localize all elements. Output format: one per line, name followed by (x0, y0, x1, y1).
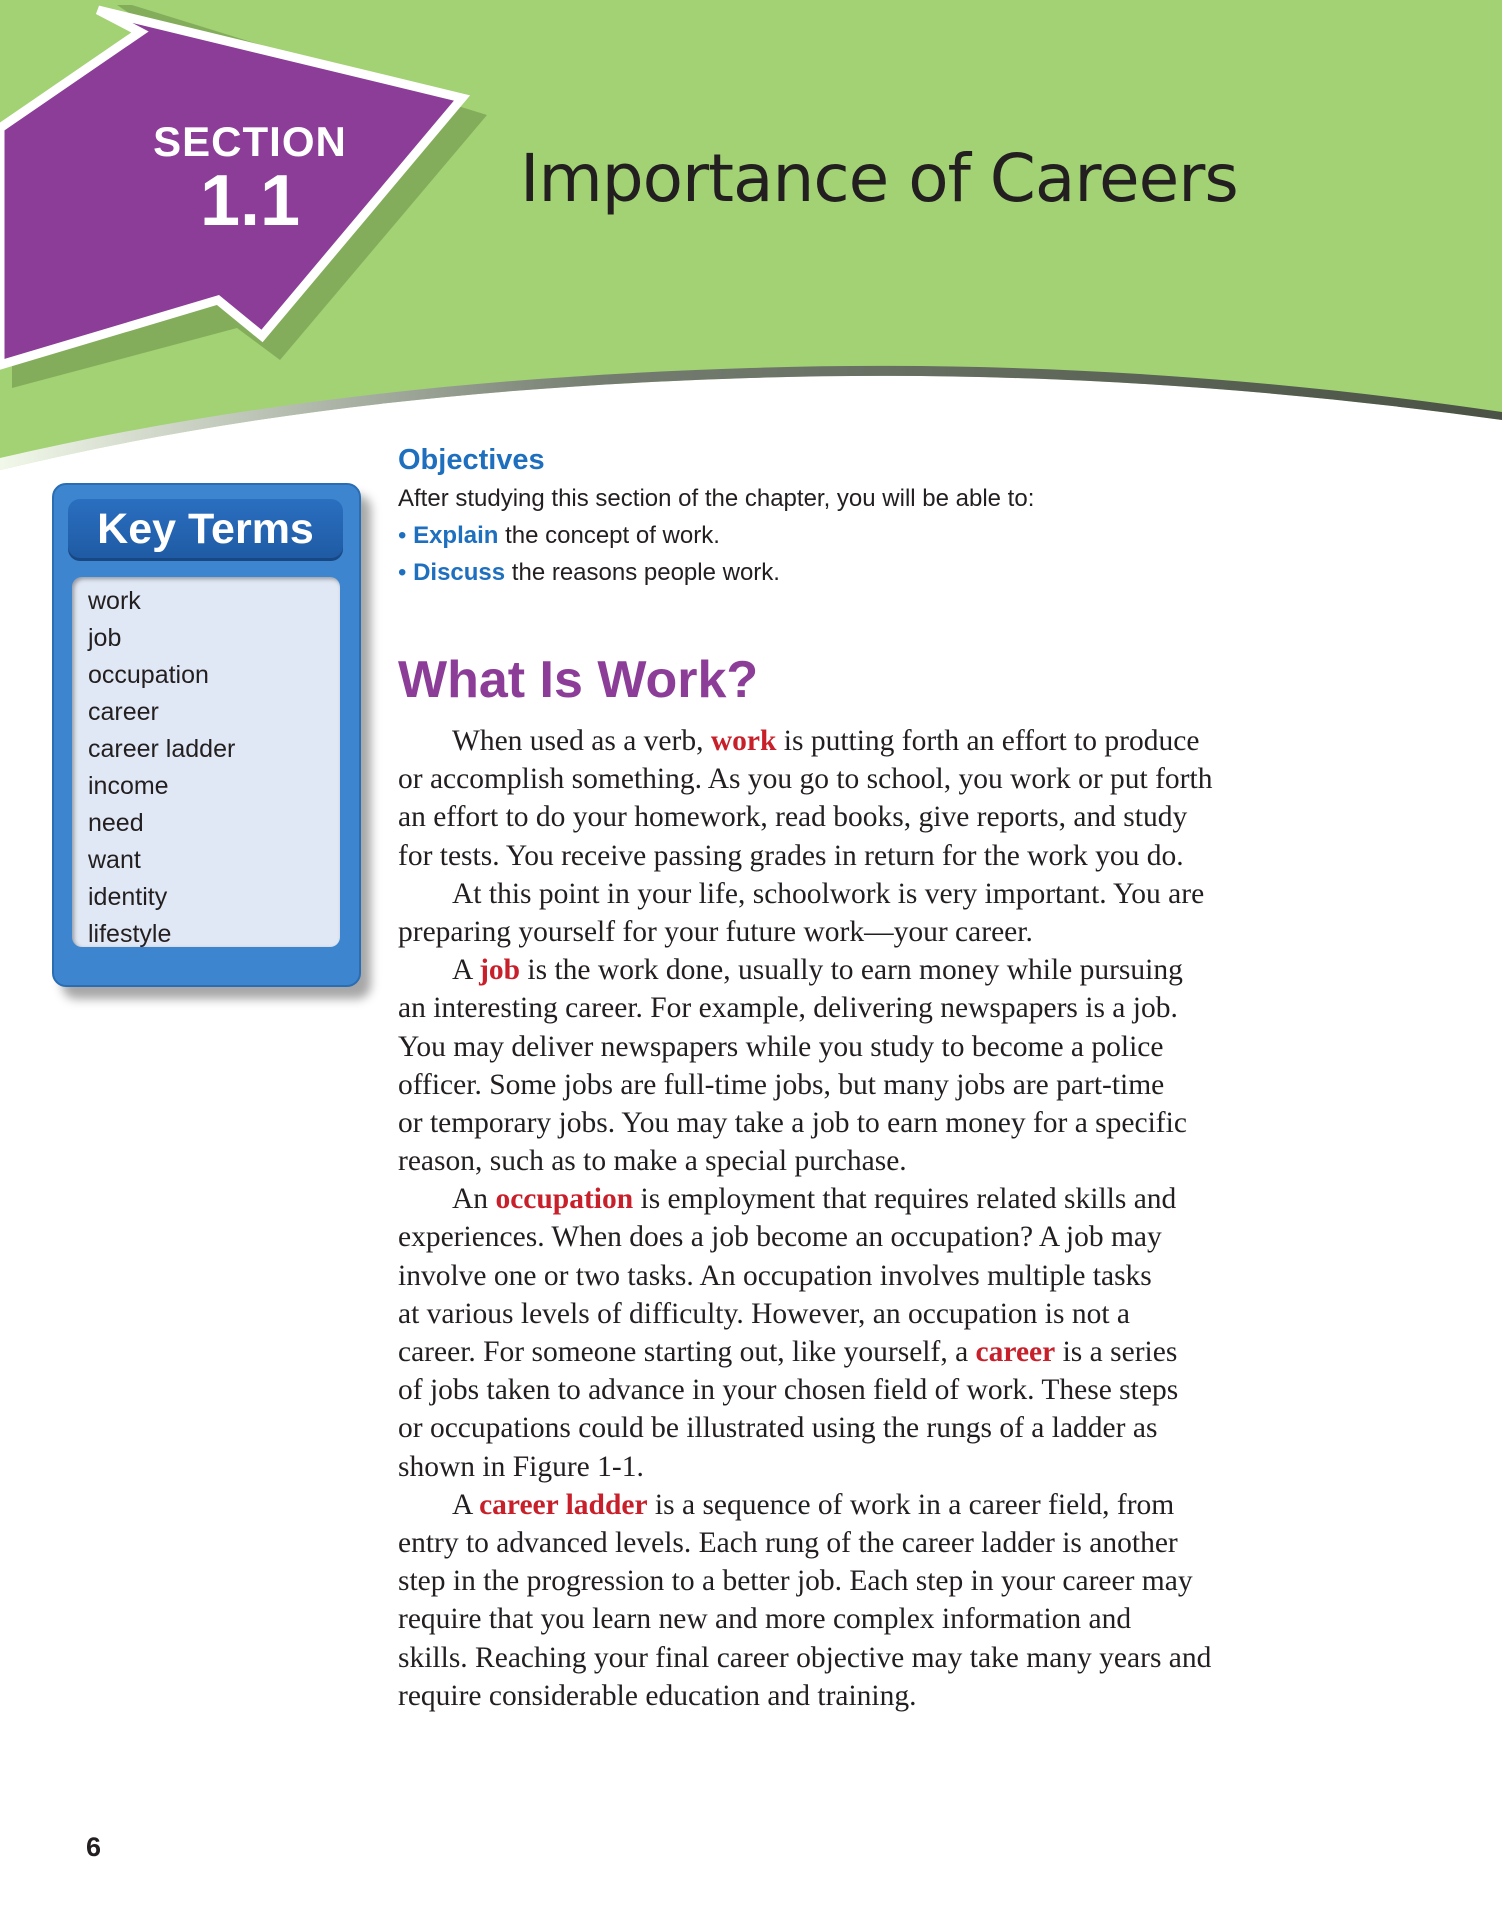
key-term-highlight: job (479, 954, 521, 987)
paragraph-line: require that you learn new and more complex information and (398, 1603, 1132, 1636)
objective-verb: Discuss (413, 559, 506, 586)
paragraph-line: You may deliver newspapers while you study to become a police (398, 1030, 1164, 1063)
paragraph-line: at various levels of difficulty. However, an occupation is not a (398, 1297, 1131, 1330)
paragraph-line: or accomplish something. As you go to school, you work or put forth (398, 763, 1213, 796)
paragraph-line: involve one or two tasks. An occupation involves multiple tasks (398, 1259, 1152, 1292)
paragraph-line: When used as a verb, work is putting forth an effort to produce (452, 725, 1200, 757)
objectives-intro: After studying this section of the chapter, you will be able to: (398, 485, 1035, 512)
paragraph-line: preparing yourself for your future work—your career. (398, 915, 1033, 948)
key-terms-tab (68, 499, 343, 561)
paragraph-line: entry to advanced levels. Each rung of the career ladder is another (398, 1526, 1178, 1559)
key-term-lifestyle: lifestyle (88, 920, 172, 948)
key-term-need: need (88, 809, 144, 837)
bullet: • (398, 559, 407, 586)
paragraph-line: An occupation is employment that requires related skills and (452, 1183, 1177, 1216)
key-term-highlight: career (975, 1336, 1056, 1368)
section-label: SECTION (153, 118, 347, 165)
paragraph-line: experiences. When does a job become an occupation? A job may (398, 1221, 1162, 1254)
objective-text: the concept of work. (498, 522, 720, 549)
paragraph-line: At this point in your life, schoolwork is very important. You are (452, 877, 1205, 910)
key-term-occupation: occupation (88, 661, 209, 689)
key-terms-box (52, 483, 361, 987)
key-term-work: work (88, 587, 141, 615)
paragraph-line: skills. Reaching your final career objective may take many years and (398, 1641, 1212, 1674)
key-term-highlight: occupation (495, 1183, 634, 1216)
key-term-want: want (88, 846, 141, 874)
key-term-job: job (88, 624, 122, 652)
paragraph-line: for tests. You receive passing grades in return for the work you do. (398, 839, 1184, 872)
objective-item (398, 559, 780, 587)
page-number: 6 (86, 1832, 102, 1862)
paragraph-line: step in the progression to a better job. Each step in your career may (398, 1565, 1193, 1598)
paragraph-line: shown in Figure 1-1. (398, 1450, 644, 1483)
objective-text: the reasons people work. (505, 559, 780, 586)
objective-verb: Explain (413, 522, 499, 549)
key-term-identity: identity (88, 883, 168, 911)
key-terms-heading: Key Terms (97, 505, 314, 553)
paragraph-line: career. For someone starting out, like yourself, a career is a series (398, 1336, 1178, 1368)
key-term-highlight: work (710, 725, 777, 757)
paragraph-line: A job is the work done, usually to earn money while pursuing (452, 954, 1183, 987)
main-heading: What Is Work? (398, 651, 759, 709)
paragraph-line: an interesting career. For example, delivering newspapers is a job. (398, 992, 1178, 1025)
body-text (398, 722, 1318, 1715)
section-title: Importance of Careers (520, 140, 1238, 217)
bullet: • (398, 522, 407, 549)
key-term-career: career (88, 698, 159, 726)
paragraph-line: an effort to do your homework, read books, give reports, and study (398, 801, 1188, 834)
key-term-income: income (88, 772, 169, 800)
objective-item (398, 522, 720, 550)
paragraph-line: or temporary jobs. You may take a job to earn money for a specific (398, 1106, 1187, 1139)
paragraph-line: officer. Some jobs are full-time jobs, but many jobs are part-time (398, 1068, 1165, 1101)
paragraph-line: or occupations could be illustrated using the rungs of a ladder as (398, 1412, 1158, 1445)
paragraph-line: A career ladder is a sequence of work in a career field, from (452, 1488, 1175, 1521)
section-number: 1.1 (199, 161, 301, 241)
paragraph-line: of jobs taken to advance in your chosen field of work. These steps (398, 1374, 1179, 1407)
key-term-highlight: career ladder (479, 1488, 648, 1521)
key-term-career-ladder: career ladder (88, 735, 236, 763)
paragraph-line: reason, such as to make a special purchase. (398, 1145, 907, 1178)
paragraph-line: require considerable education and training. (398, 1679, 917, 1712)
objectives-heading: Objectives (398, 444, 545, 476)
key-terms-list (72, 577, 340, 947)
